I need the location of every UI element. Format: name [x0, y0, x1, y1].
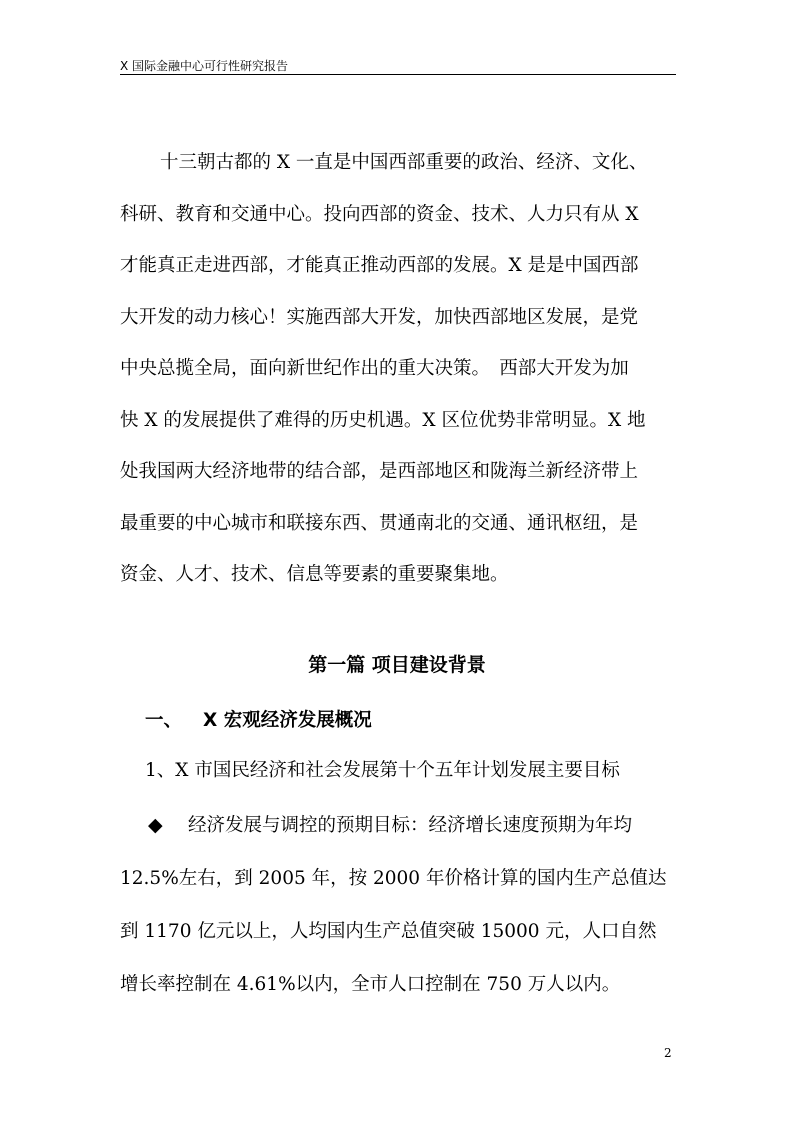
subsection-number: 一、 [145, 710, 183, 731]
subsection-title: X 宏观经济发展概况 [203, 710, 372, 731]
section-title: 第一篇 项目建设背景 [308, 654, 486, 676]
bullet-line: 增长率控制在 4.61%以内，全市人口控制在 750 万人以内。 [120, 974, 621, 995]
paragraph-line: 最重要的中心城市和联接东西、贯通南北的交通、通讯枢纽，是 [120, 512, 639, 534]
bullet-line: 12.5%左右，到 2005 年，按 2000 年价格计算的国内生产总值达 [120, 868, 667, 889]
intro-paragraph [120, 137, 680, 601]
paragraph-line: 资金、人才、技术、信息等要素的重要聚集地。 [120, 564, 509, 585]
paragraph-line: 中央总揽全局，面向新世纪作出的重大决策。 西部大开发为加 [120, 358, 629, 379]
subsection-heading [145, 706, 372, 732]
paragraph-line: 处我国两大经济地带的结合部，是西部地区和陇海兰新经济带上 [120, 461, 639, 482]
page-header [120, 54, 676, 75]
bullet-paragraph [120, 799, 680, 1011]
paragraph-line: 快 X 的发展提供了难得的历史机遇。X 区位优势非常明显。X 地 [120, 409, 646, 431]
numbered-item: 1、X 市国民经济和社会发展第十个五年计划发展主要目标 [145, 760, 620, 781]
diamond-bullet-icon: ◆ [148, 814, 163, 836]
page-number: 2 [664, 1046, 672, 1060]
bullet-text: 经济发展与调控的预期目标：经济增长速度预期为年均 [188, 815, 633, 836]
paragraph-line: 大开发的动力核心！实施西部大开发，加快西部地区发展，是党 [120, 306, 639, 328]
paragraph-line: 十三朝古都的 X 一直是中国西部重要的政治、经济、文化、 [160, 152, 648, 173]
bullet-first-line [120, 799, 680, 852]
paragraph-line: 科研、教育和交通中心。投向西部的资金、技术、人力只有从 X [120, 203, 639, 225]
bullet-line: 到 1170 亿元以上，人均国内生产总值突破 15000 元，人口自然 [120, 921, 657, 942]
header-title: X 国际金融中心可行性研究报告 [120, 59, 289, 73]
paragraph-line: 才能真正走进西部，才能真正推动西部的发展。X 是是中国西部 [120, 255, 639, 276]
